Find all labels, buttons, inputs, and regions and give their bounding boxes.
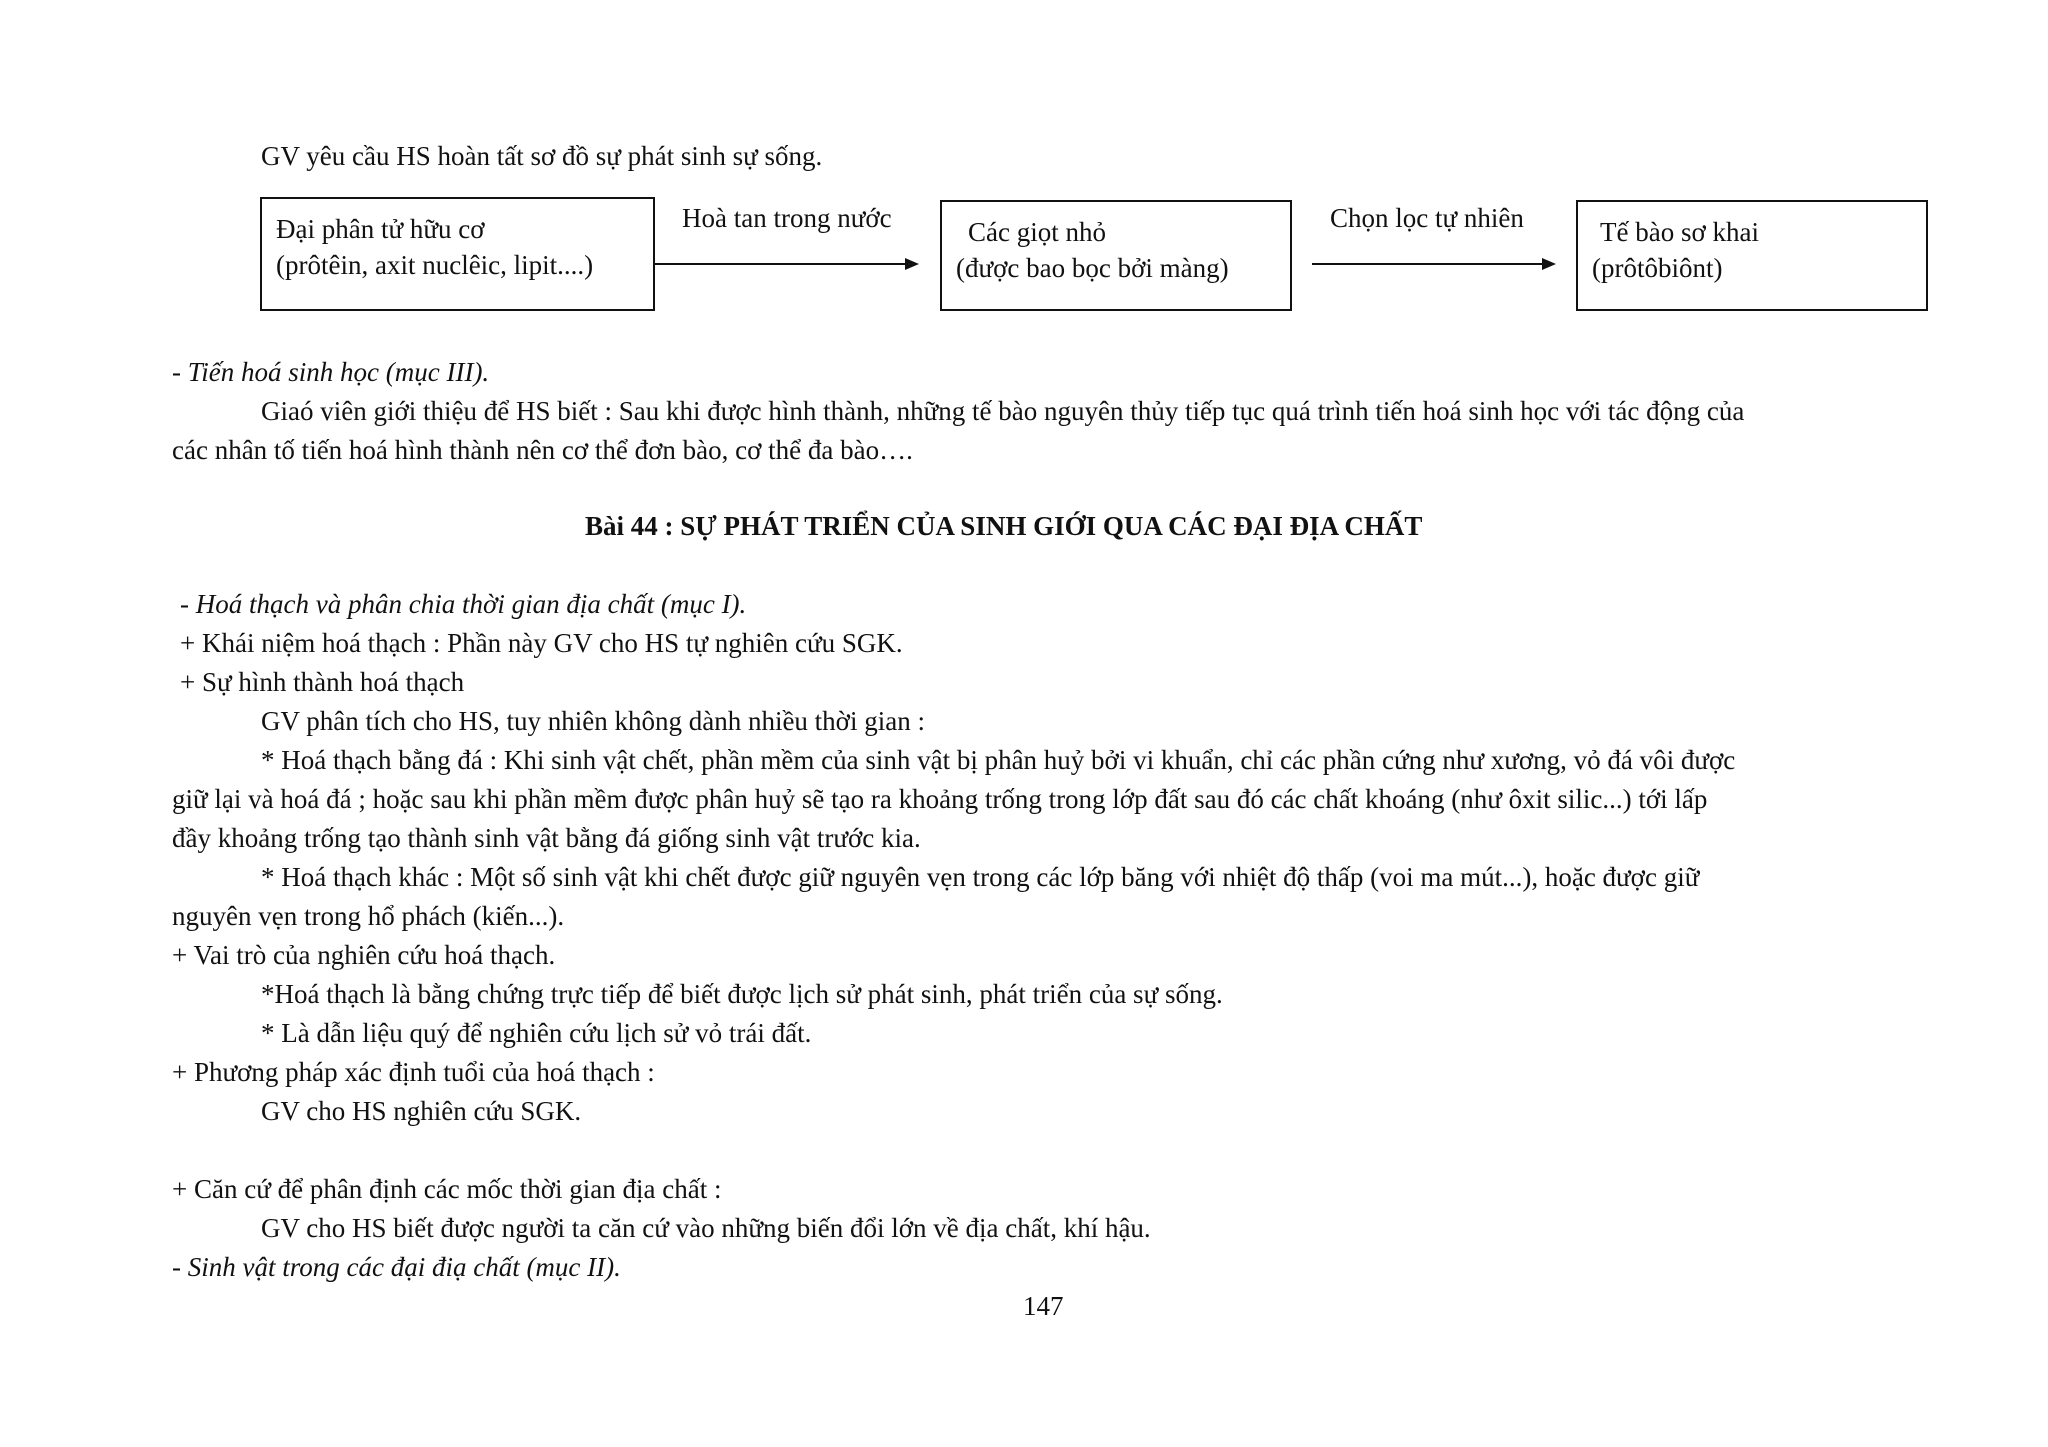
arrow1-icon <box>655 254 920 274</box>
dating-method-text: GV cho HS nghiên cứu SGK. <box>261 1096 582 1126</box>
page-number: 147 <box>1023 1291 1064 1321</box>
box1-line1: Đại phân tử hữu cơ <box>276 214 485 244</box>
fossil-formation-line: + Sự hình thành hoá thạch <box>180 667 465 697</box>
box3-line2: (prôtôbiônt) <box>1592 253 1723 283</box>
box2-line1: Các giọt nhỏ <box>968 217 1106 247</box>
fossil-section-heading: - Hoá thạch và phân chia thời gian địa chất (mục I). <box>180 589 747 619</box>
section-evolution-heading: - Tiến hoá sinh học (mục III). <box>172 357 490 387</box>
fossil-concept-line: + Khái niệm hoá thạch : Phần này GV cho HS tự nghiên cứu SGK. <box>180 628 903 658</box>
stone-fossil-line2: giữ lại và hoá đá ; hoặc sau khi phần mềm được phân huỷ sẽ tạo ra khoảng trống trong lớp đất sau đó các chất khoáng (như ôxit silic...) tới lấp <box>172 784 1708 814</box>
diagram-box-protobiont <box>1576 200 1928 311</box>
diagram-box-macromolecules <box>260 197 655 311</box>
fossil-role-point1: *Hoá thạch là bằng chứng trực tiếp để biết được lịch sử phát sinh, phát triển của sự sống. <box>261 979 1223 1009</box>
box2-line2: (được bao bọc bởi màng) <box>956 253 1229 283</box>
diagram-box-droplets <box>940 200 1292 311</box>
box1-line2: (prôtêin, axit nuclêic, lipit....) <box>276 250 594 280</box>
arrow1-label: Hoà tan trong nước <box>682 203 892 233</box>
stone-fossil-line3: đầy khoảng trống tạo thành sinh vật bằng đá giống sinh vật trước kia. <box>172 823 921 853</box>
organisms-eras-heading: - Sinh vật trong các đại điạ chất (mục II). <box>172 1252 621 1282</box>
lesson-title: Bài 44 : SỰ PHÁT TRIỂN CỦA SINH GIỚI QUA CÁC ĐẠI ĐỊA CHẤT <box>585 511 1423 541</box>
arrow2-icon <box>1312 254 1557 274</box>
other-fossil-line2: nguyên vẹn trong hổ phách (kiến...). <box>172 901 565 931</box>
arrow2-label: Chọn lọc tự nhiên <box>1330 203 1524 233</box>
dating-method-heading: + Phương pháp xác định tuổi của hoá thạch : <box>172 1057 655 1087</box>
teacher-analysis-line: GV phân tích cho HS, tuy nhiên không dành nhiều thời gian : <box>261 706 925 736</box>
fossil-role-point2: * Là dẫn liệu quý để nghiên cứu lịch sử vỏ trái đất. <box>261 1018 812 1048</box>
fossil-role-heading: + Vai trò của nghiên cứu hoá thạch. <box>172 940 556 970</box>
section-evolution-para-line1: Giaó viên giới thiệu để HS biết : Sau khi được hình thành, những tế bào nguyên thủy tiếp tục quá trình tiến hoá sinh học với tác động của <box>261 396 1745 426</box>
time-basis-text: GV cho HS biết được người ta căn cứ vào những biến đổi lớn về địa chất, khí hậu. <box>261 1213 1151 1243</box>
intro-text: GV yêu cầu HS hoàn tất sơ đồ sự phát sinh sự sống. <box>261 141 823 171</box>
stone-fossil-line1: * Hoá thạch bằng đá : Khi sinh vật chết, phần mềm của sinh vật bị phân huỷ bởi vi khuẩn, chỉ các phần cứng như xương, vỏ đá vôi được <box>261 745 1736 775</box>
time-basis-heading: + Căn cứ để phân định các mốc thời gian địa chất : <box>172 1174 722 1204</box>
section-evolution-para-line2: các nhân tố tiến hoá hình thành nên cơ thể đơn bào, cơ thể đa bào…. <box>172 435 913 465</box>
other-fossil-line1: * Hoá thạch khác : Một số sinh vật khi chết được giữ nguyên vẹn trong các lớp băng với nhiệt độ thấp (voi ma mút...), hoặc được giữ <box>261 862 1700 892</box>
box3-line1: Tế bào sơ khai <box>1600 217 1759 247</box>
